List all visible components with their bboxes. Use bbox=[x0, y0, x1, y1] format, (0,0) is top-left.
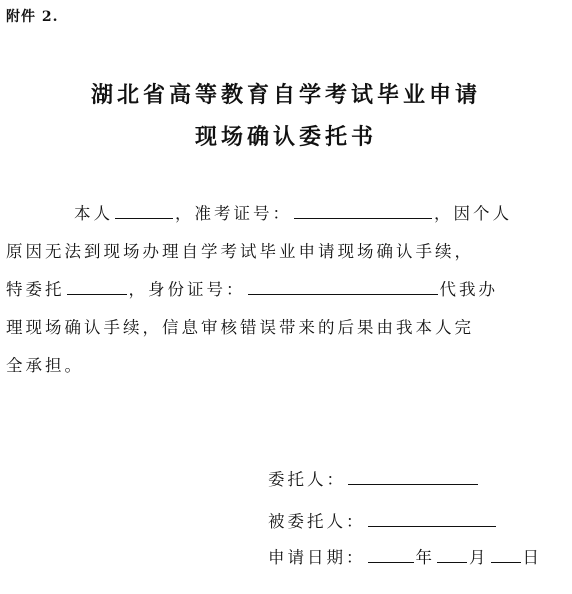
principal-signature-blank bbox=[348, 469, 478, 485]
body-line-2: 原因无法到现场办理自学考试毕业申请现场确认手续， bbox=[6, 242, 474, 261]
year-label: 年 bbox=[415, 548, 435, 567]
body-line-3 bbox=[6, 276, 572, 300]
reason-prefix: ，因个人 bbox=[434, 204, 512, 223]
agent-label: 被委托人： bbox=[268, 512, 366, 531]
principal-prefix: 本人 bbox=[74, 204, 113, 223]
agent-signature-row bbox=[268, 508, 498, 532]
month-label: 月 bbox=[469, 548, 489, 567]
exam-number-label: ，准考证号： bbox=[175, 204, 292, 223]
principal-label: 委托人： bbox=[268, 470, 346, 489]
year-blank bbox=[368, 547, 414, 563]
day-label: 日 bbox=[522, 548, 542, 567]
document-title-line2: 现场确认委托书 bbox=[194, 124, 377, 150]
day-blank bbox=[491, 547, 521, 563]
date-label: 申请日期： bbox=[268, 548, 366, 567]
principal-name-blank bbox=[115, 203, 173, 219]
body-line-4: 理现场确认手续，信息审核错误带来的后果由我本人完 bbox=[6, 318, 474, 337]
attachment-label: 附件 2. bbox=[6, 9, 59, 25]
body-line-5: 全承担。 bbox=[6, 356, 84, 375]
agent-name-blank bbox=[67, 279, 127, 295]
id-number-blank bbox=[248, 279, 438, 295]
on-behalf-text: 代我办 bbox=[439, 280, 498, 299]
application-date-row bbox=[268, 544, 542, 568]
entrust-label: 特委托 bbox=[6, 280, 65, 299]
exam-number-blank bbox=[294, 203, 432, 219]
month-blank bbox=[437, 547, 467, 563]
principal-signature-row bbox=[268, 466, 480, 490]
id-number-label: ，身份证号： bbox=[128, 280, 246, 299]
document-title-line1: 湖北省高等教育自学考试毕业申请 bbox=[90, 82, 481, 108]
agent-signature-blank bbox=[368, 511, 496, 527]
body-line-1 bbox=[74, 200, 572, 224]
